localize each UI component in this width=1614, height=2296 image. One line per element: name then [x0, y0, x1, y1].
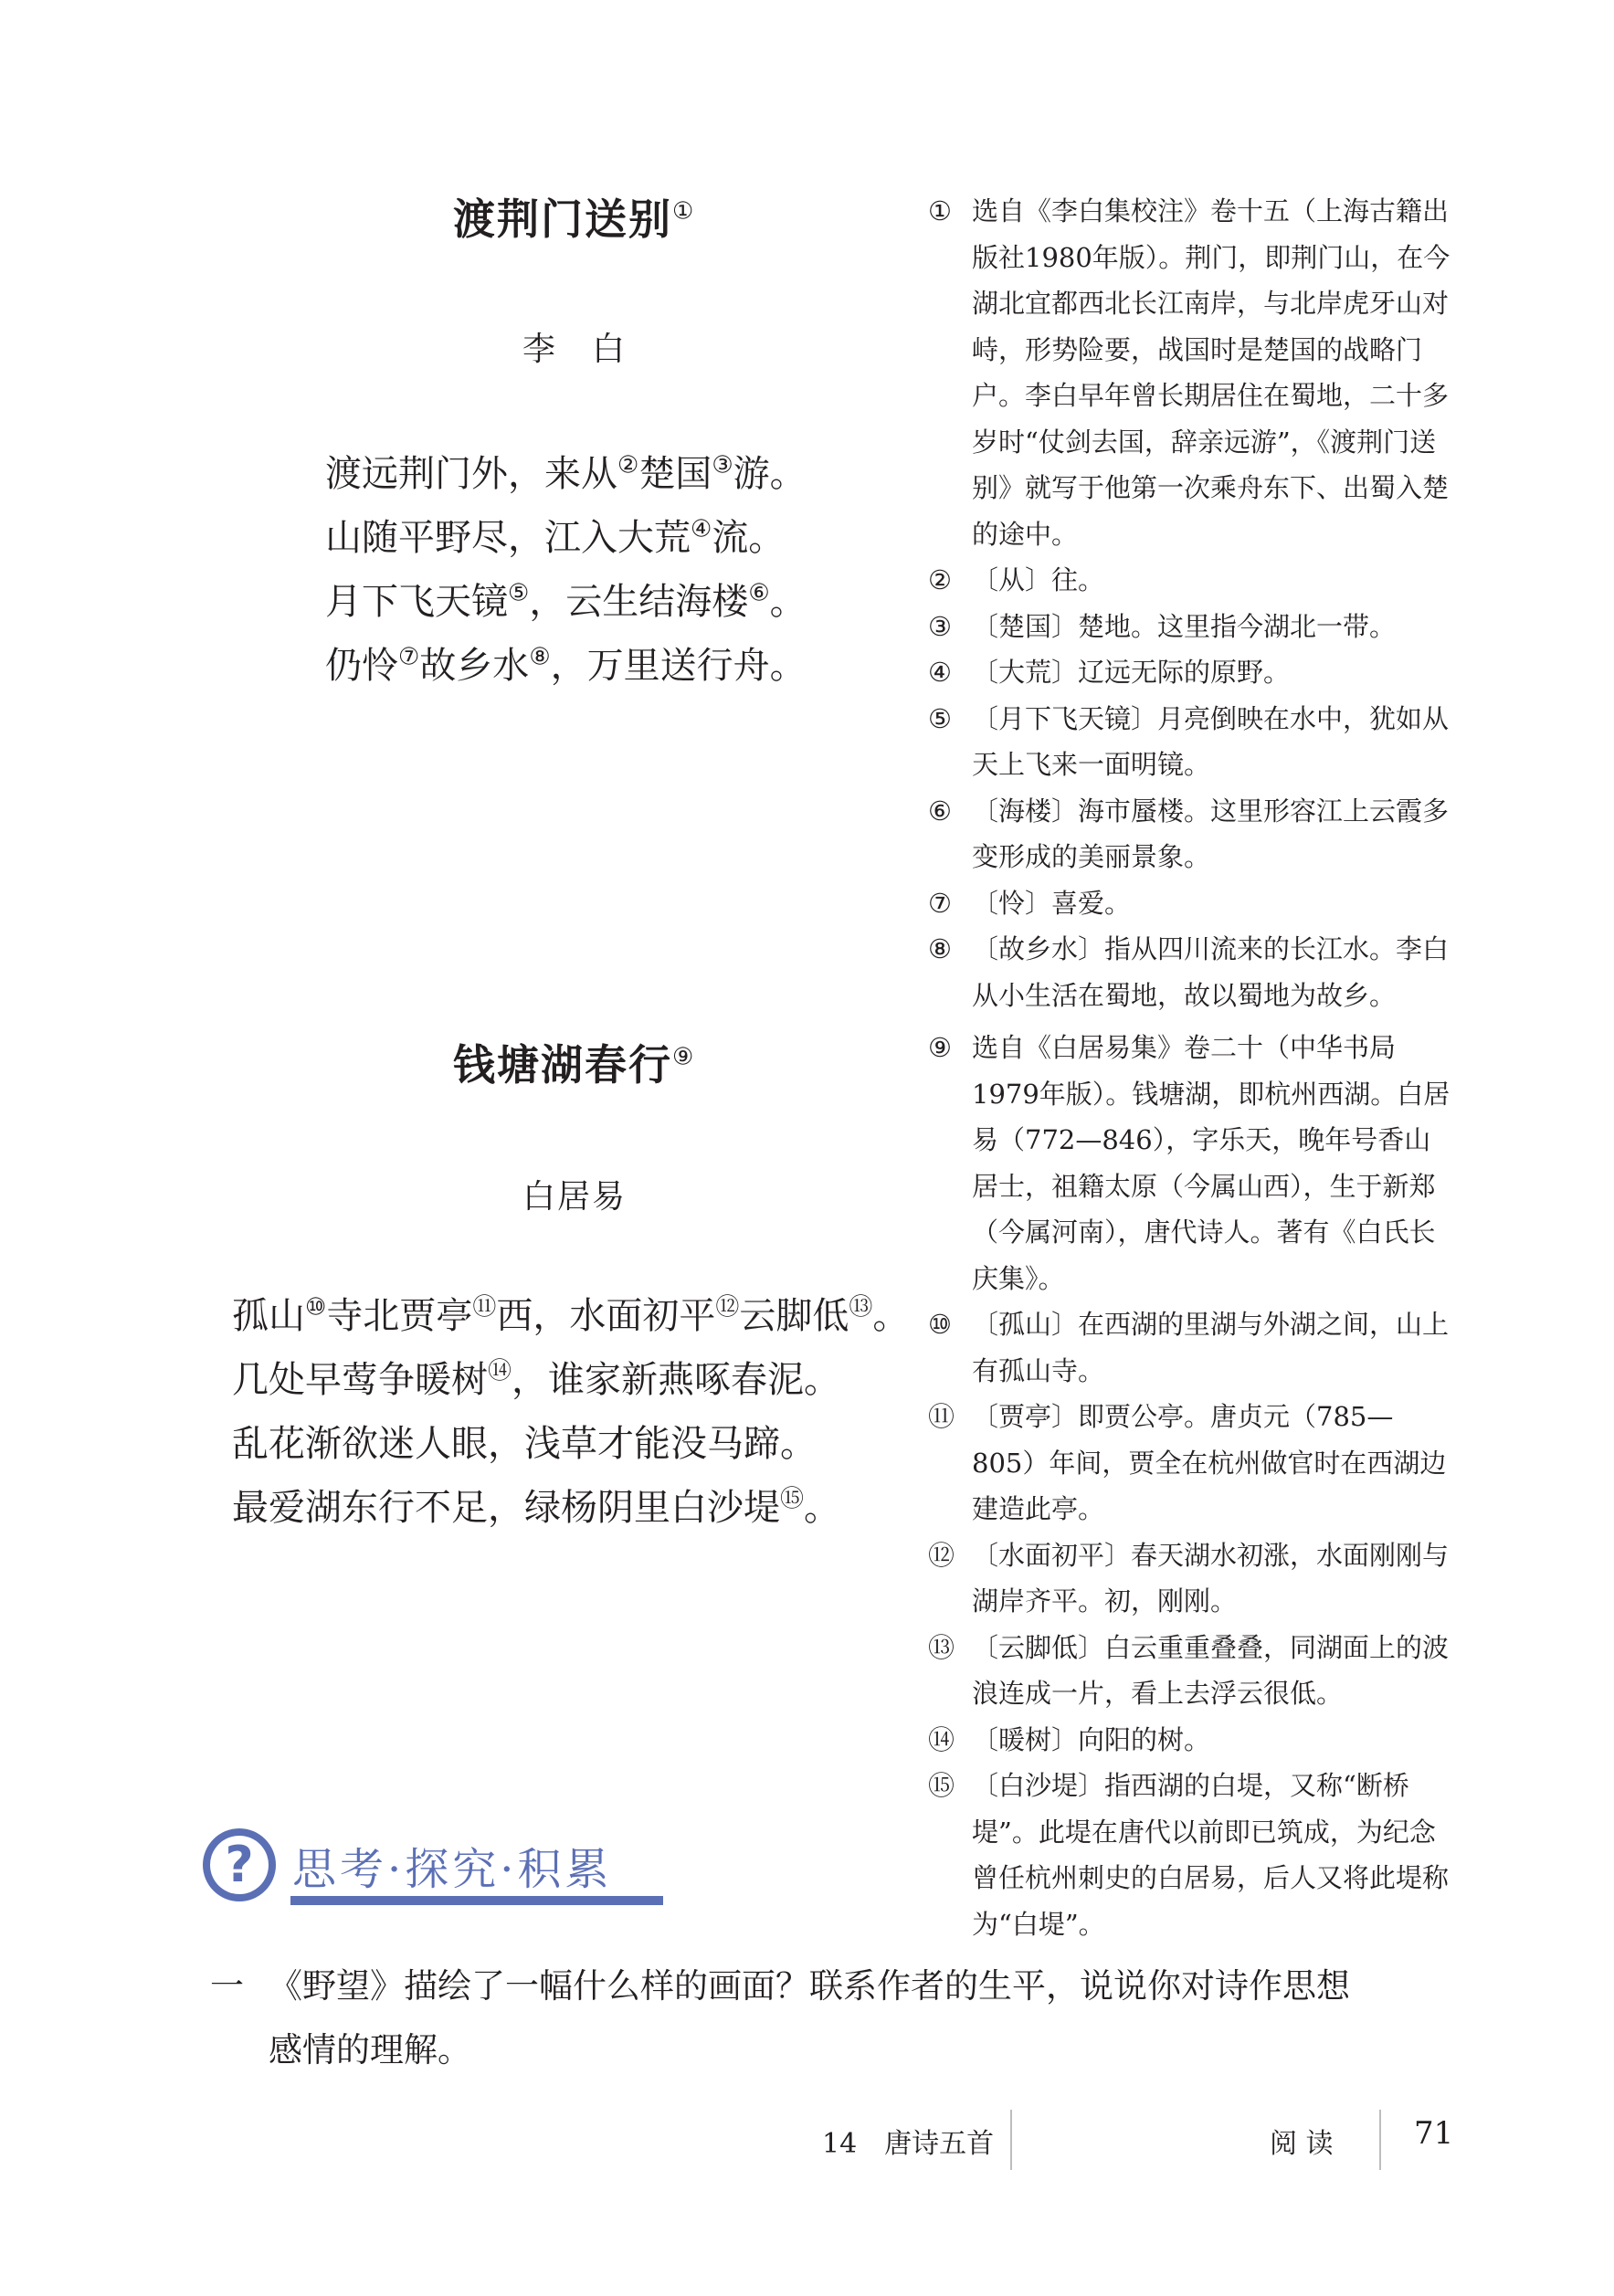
- section-underline: [290, 1896, 663, 1905]
- footnote-number: ⑤: [928, 702, 952, 734]
- footer-divider: [1379, 2110, 1381, 2170]
- poem2-notes: [928, 1025, 1452, 1947]
- footnote-ref: ②: [617, 451, 639, 479]
- footnote: [928, 1625, 1452, 1717]
- section-title: 思考·探究·积累: [292, 1843, 613, 1895]
- poem1-notes: [928, 188, 1452, 1018]
- footnote-text: 〔大荒〕辽远无际的原野。: [972, 657, 1291, 688]
- question-icon: ?: [203, 1828, 276, 1901]
- footer-divider: [1010, 2110, 1012, 2170]
- footnote-text: 〔云脚低〕白云重重叠叠，同湖面上的波浪连成一片，看上去浮云很低。: [972, 1631, 1450, 1709]
- footnote-number: ⑭: [928, 1723, 955, 1755]
- footnote-number: ⑩: [928, 1309, 952, 1340]
- footnote: [928, 1763, 1452, 1947]
- footnote-ref: ⑧: [529, 643, 551, 671]
- footnote: [928, 926, 1452, 1018]
- footnote-number: ③: [928, 610, 952, 642]
- footer-unit: 阅 读: [1270, 2128, 1334, 2160]
- footnote-number: ⑥: [928, 795, 952, 827]
- poem-line: 孤山⑩寺北贾亭⑪西，水面初平⑫云脚低⑬。: [232, 1293, 910, 1337]
- footnote-text: 〔月下飞天镜〕月亮倒映在水中，犹如从天上飞来一面明镜。: [972, 702, 1450, 780]
- footnote: [928, 696, 1452, 788]
- poem-line: 月下飞天镜⑤，云生结海楼⑥。: [325, 579, 807, 623]
- footnote-text: 选自《白居易集》卷二十（中华书局1979年版）。钱塘湖，即杭州西湖。白居易（772—846），字乐天，晚年号香山居士，祖籍太原（今属山西），生于新郑（今属河南），唐代诗人。著有《白氏长庆集》。: [972, 1032, 1450, 1294]
- poem1-body: [325, 442, 807, 698]
- footnote-text: 〔白沙堤〕指西湖的白堤，又称“断桥堤”。此堤在唐代以前即已筑成，为纪念曾任杭州刺史的白居易，后人又将此堤称为“白堤”。: [972, 1770, 1450, 1940]
- footnote-number: ⑬: [928, 1631, 955, 1663]
- poem1-title: 渡荆门送别①: [453, 195, 696, 244]
- footnote-text: 〔孤山〕在西湖的里湖与外湖之间，山上有孤山寺。: [972, 1309, 1450, 1386]
- footnote-number: ⑪: [928, 1401, 955, 1432]
- footnote-ref: ⑬: [849, 1293, 873, 1322]
- footnote: [928, 649, 1452, 696]
- question-number: 一: [210, 1966, 244, 2006]
- footnote-ref: ⑩: [305, 1293, 327, 1322]
- footnote-ref: ⑪: [472, 1293, 497, 1322]
- footnote-ref: ③: [712, 451, 733, 479]
- footnote-number: ⑮: [928, 1770, 955, 1801]
- footnote: [928, 557, 1452, 604]
- footnote-ref: ⑭: [488, 1357, 512, 1385]
- footnote-number: ②: [928, 564, 952, 595]
- footnote-number: ⑦: [928, 887, 952, 919]
- poem-line: 乱花渐欲迷人眼，浅草才能没马蹄。: [232, 1423, 817, 1465]
- footnote-text: 〔楚国〕楚地。这里指今湖北一带。: [972, 610, 1397, 642]
- footnote: [928, 1025, 1452, 1301]
- footnote-number: ④: [928, 657, 952, 688]
- footnote: [928, 1717, 1452, 1764]
- footnote-text: 〔暖树〕向阳的树。: [972, 1723, 1211, 1755]
- footnote-ref: ①: [672, 197, 696, 226]
- poem-line: 山随平野尽，江入大荒④流。: [325, 515, 786, 559]
- footnote-ref: ⑫: [715, 1293, 740, 1322]
- footnote: [928, 1532, 1452, 1625]
- footnote: [928, 188, 1452, 557]
- footnote-number: ⑫: [928, 1539, 955, 1571]
- poem2-body: [232, 1284, 909, 1540]
- footnote-text: 〔怜〕喜爱。: [972, 887, 1132, 919]
- poem2-title: 钱塘湖春行⑨: [453, 1040, 696, 1090]
- footnote-text: 〔故乡水〕指从四川流来的长江水。李白从小生活在蜀地，故以蜀地为故乡。: [972, 933, 1450, 1011]
- poem2-author: 白居易: [522, 1178, 628, 1216]
- footnote: [928, 1394, 1452, 1532]
- footnote-text: 〔从〕往。: [972, 564, 1105, 595]
- poem-line: 仍怜⑦故乡水⑧，万里送行舟。: [325, 643, 807, 687]
- footnote-ref: ⑤: [508, 579, 530, 607]
- page-number: 71: [1414, 2115, 1454, 2152]
- footnote-number: ⑧: [928, 933, 952, 964]
- poem-line: 渡远荆门外，来从②楚国③游。: [325, 451, 807, 495]
- footnote: [928, 788, 1452, 880]
- footnote-number: ①: [928, 195, 952, 226]
- poem-line: 最爱湖东行不足，绿杨阴里白沙堤⑮。: [232, 1485, 841, 1529]
- footnote: [928, 880, 1452, 927]
- footnote-text: 〔海楼〕海市蜃楼。这里形容江上云霞多变形成的美丽景象。: [972, 795, 1450, 872]
- footnote: [928, 604, 1452, 650]
- question-1: 一 《野望》描绘了一幅什么样的画面？联系作者的生平，说说你对诗作思想 感情的理解。: [210, 1954, 1461, 2082]
- footnote: [928, 1301, 1452, 1394]
- footnote-text: 〔贾亭〕即贾公亭。唐贞元（785—805）年间，贾全在杭州做官时在西湖边建造此亭。: [972, 1401, 1447, 1524]
- footnote-ref: ⑦: [398, 643, 420, 671]
- footnote-ref: ④: [691, 515, 712, 543]
- footnote-number: ⑨: [928, 1032, 952, 1063]
- footnote-ref: ⑮: [780, 1485, 805, 1513]
- footnote-ref: ⑨: [672, 1043, 696, 1071]
- poem1-author: 李 白: [522, 331, 628, 368]
- poem-line: 几处早莺争暖树⑭，谁家新燕啄春泥。: [232, 1357, 841, 1401]
- footnote-text: 选自《李白集校注》卷十五（上海古籍出版社1980年版）。荆门，即荆门山，在今湖北宜都西北长江南岸，与北岸虎牙山对峙，形势险要，战国时是楚国的战略门户。李白早年曾长期居住在蜀地，二十多岁时“仗剑去国，辞亲远游”，《渡荆门送别》就写于他第一次乘舟东下、出蜀入楚的途中。: [972, 195, 1450, 550]
- footnote-text: 〔水面初平〕春天湖水初涨，水面刚刚与湖岸齐平。初，刚刚。: [972, 1539, 1450, 1617]
- section-header: [203, 1828, 613, 1901]
- footer-lesson: 14 唐诗五首: [822, 2128, 995, 2160]
- footnote-ref: ⑥: [748, 579, 770, 607]
